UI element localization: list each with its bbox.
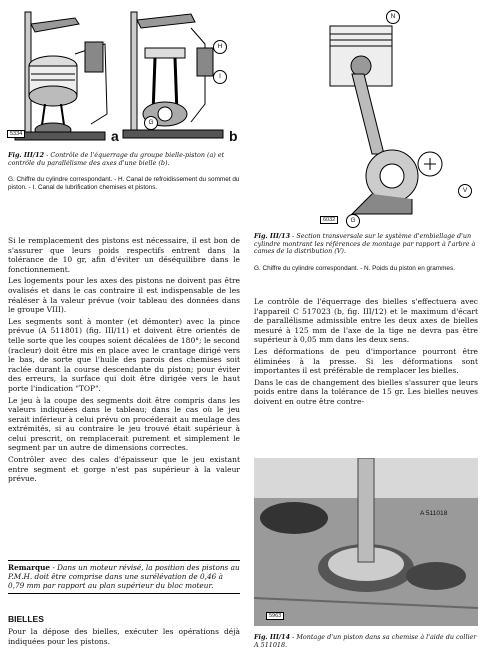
figure-caption bbox=[254, 634, 478, 649]
paragraph: Le contrôle de l'équerrage des bielles s'effectuera avec l'appareil C 517023 (b, fig. III/12) et le maximum d'écart de parallélisme admissible entre les deux axes de bielles mesuré à 125 mm de l'axe de la tige ne devra pas être supérieur à 0,05 mm dans les deux sens. bbox=[254, 297, 478, 345]
piston-rod-alignment-drawing bbox=[5, 4, 241, 146]
figure-caption bbox=[254, 233, 478, 256]
right-body-text bbox=[254, 297, 478, 409]
paragraph: Contrôler avec des cales d'épaisseur que le jeu existant entre segment et gorge n'est pas supérieur à la valeur prévue. bbox=[8, 455, 240, 484]
left-body-text bbox=[8, 236, 240, 486]
remark-label: Remarque bbox=[8, 563, 51, 572]
callout-v: V bbox=[458, 184, 472, 198]
piston-installation-photo bbox=[254, 458, 478, 626]
figure-reference-number: 5963 bbox=[266, 612, 284, 620]
paragraph: Le jeu à la coupe des segments doit être compris dans les valeurs indiquées dans le tableau; dans le cas où le jeu serait inférieur à celui prévu on procéderait au meulage des extrémités, si au contraire le jeu trouvé était supérieur à celui prescrit, on remplacerait purement et simplement le segment par un autre de dimensions correctes. bbox=[8, 395, 240, 453]
figure-legend: G. Chiffre du cylindre correspondant. - N. Poids du piston en grammes. bbox=[254, 265, 455, 272]
callout-g: G bbox=[346, 214, 360, 228]
view-label-b: b bbox=[229, 128, 238, 144]
remark-box bbox=[8, 560, 240, 594]
bielles-text: Pour la dépose des bielles, exécuter les opérations déjà indiquées pour les pistons. bbox=[8, 627, 240, 646]
callout-i: I bbox=[213, 70, 227, 84]
paragraph: Les segments sont à monter (et démonter) avec la pince prévue (A 511801) (fig. III/11) et doivent être orientés de telle sorte que les coupes soient décalées de 180°; le second (racleur) doit être mis en place avec le crantage dirigé vers le bas, de sorte que l'huile des parois des chemises soit raclée durant la course descendante du piston; pour éviter des erreurs, la surface qui doit être dirigée vers le haut porte l'indication "TOP". bbox=[8, 316, 240, 393]
figure-iii-13 bbox=[312, 4, 480, 232]
remark-text: - Dans un moteur révisé, la position des pistons au P.M.H. doit être comprise dans une surélévation de 0,46 à 0,79 mm par rapport au plan supérieur du bloc moteur. bbox=[8, 563, 240, 591]
connecting-rod-section-drawing bbox=[312, 4, 480, 232]
callout-n: N bbox=[386, 10, 400, 24]
callout-h: H bbox=[213, 40, 227, 54]
view-label-a: a bbox=[111, 128, 119, 144]
figure-iii-12 bbox=[5, 4, 241, 146]
caption-text: - Section transversale sur le système d'embiellage d'un cylindre montrant les références de montage par rapport à l'arbre à cames de la distribution (V). bbox=[254, 232, 476, 256]
paragraph: Si le remplacement des pistons est nécessaire, il est bon de s'assurer que leurs poids respectifs entrent dans la tolérance de 10 gr, afin d'éviter un déséquilibre dans le fonctionnement. bbox=[8, 236, 240, 274]
figure-number: Fig. III/14 bbox=[254, 633, 291, 641]
figure-legend: G. Chiffre du cylindre correspondant. - H. Canal de refroidissement du sommet du piston. - I. Canal de lubrification chemises et pistons. bbox=[8, 176, 240, 191]
caption-text: - Contrôle de l'équerrage du groupe bielle-piston (a) et contrôle du parallélisme des axes d'une bielle (b). bbox=[8, 151, 225, 167]
figure-number: Fig. III/12 bbox=[8, 151, 45, 159]
figure-reference-number: 5334 bbox=[7, 130, 25, 138]
paragraph: Les déformations de peu d'importance pourront être éliminées à la presse. Si les déformations sont importantes il est préférable de remplacer les bielles. bbox=[254, 346, 478, 376]
figure-iii-14 bbox=[254, 458, 478, 626]
section-heading: BIELLES bbox=[8, 614, 44, 624]
callout-g: G bbox=[144, 116, 158, 130]
figure-number: Fig. III/13 bbox=[254, 232, 291, 240]
figure-reference-number: 6032 bbox=[320, 216, 338, 224]
figure-caption bbox=[8, 152, 240, 167]
paragraph: Les logements pour les axes des pistons ne doivent pas être ovalisés et dans le cas contraire il est indispensable de les réaléser à la valeur prévue (voir tableau des données dans le groupe VIII). bbox=[8, 276, 240, 315]
tool-label: A 511018 bbox=[420, 510, 448, 517]
paragraph: Dans le cas de changement des bielles s'assurer que leurs poids entre dans la tolérance de 15 gr. Les bielles neuves doivent en outre être contre- bbox=[254, 377, 478, 406]
caption-text: - Montage d'un piston dans sa chemise à l'aide du collier A 511018. bbox=[254, 633, 477, 649]
